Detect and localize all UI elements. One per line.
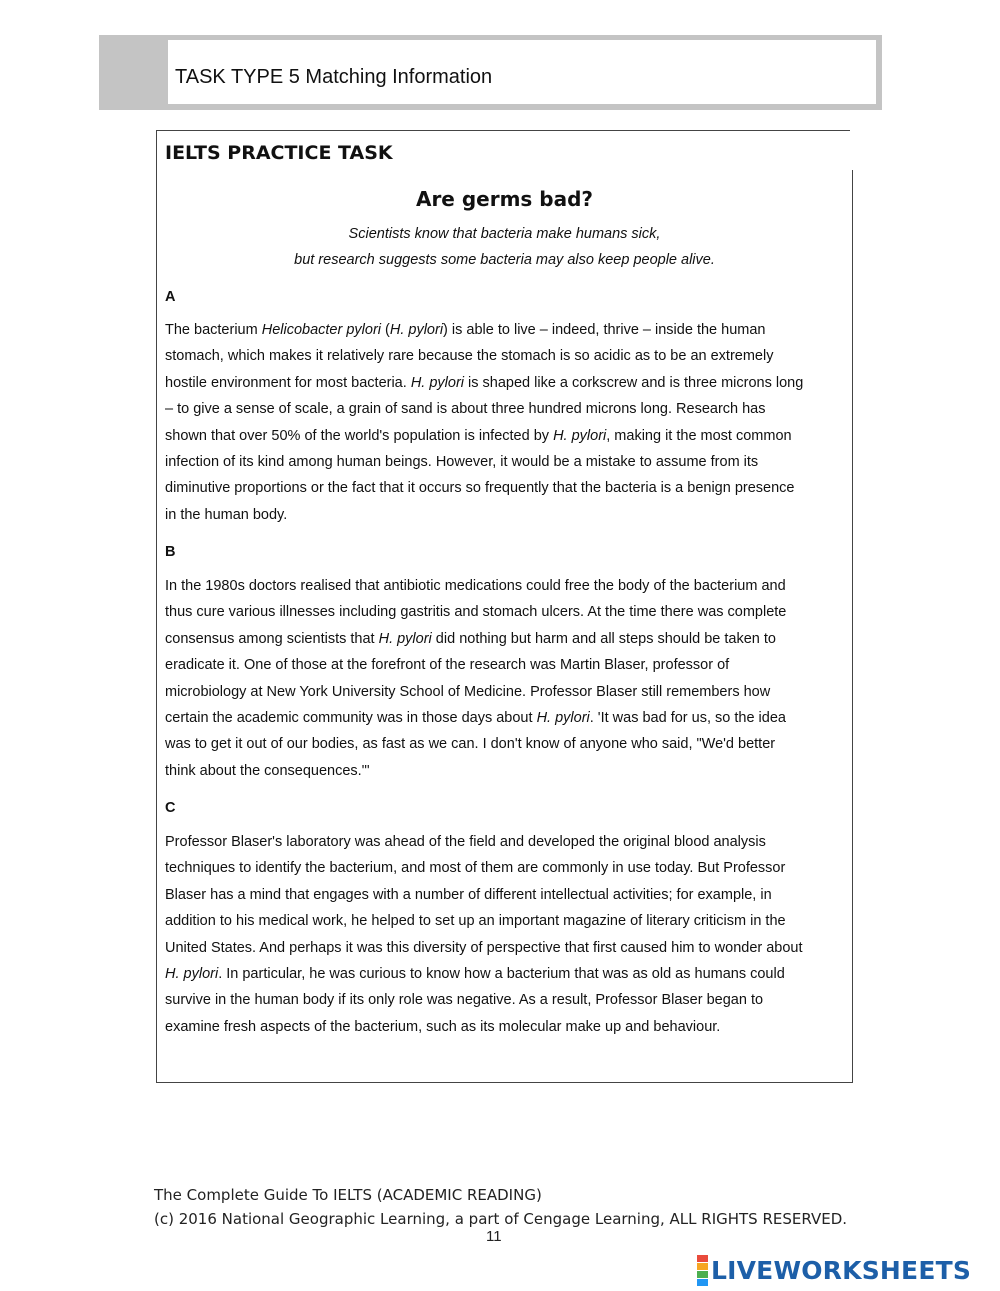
text-run: ) is able to live – indeed, thrive – inside the human xyxy=(443,322,766,338)
text-run: addition to his medical work, he helped to set up an important magazine of literary criticism in the xyxy=(165,913,786,930)
text-run: stomach, which makes it relatively rare because the stomach is so acidic as to be an extremely xyxy=(165,348,774,365)
italic-term: H. pylori xyxy=(553,427,607,444)
footer-credits xyxy=(154,1183,847,1231)
paragraph-line xyxy=(165,731,850,757)
paragraph-line xyxy=(165,855,850,881)
header-title: TASK TYPE 5 Matching Information xyxy=(168,40,876,104)
text-run: certain the academic community was in those days about xyxy=(165,709,537,726)
paragraph-line xyxy=(165,343,850,369)
italic-term: H. pylori xyxy=(165,965,219,982)
header-bar xyxy=(99,35,882,110)
footer-copyright: (c) 2016 National Geographic Learning, a part of Cengage Learning, ALL RIGHTS RESERVED. xyxy=(154,1210,848,1228)
text-run: eradicate it. One of those at the forefront of the research was Martin Blaser, professor of xyxy=(165,657,730,674)
text-run: United States. And perhaps it was this diversity of perspective that first caused him to wonder about xyxy=(165,939,803,956)
section-c-paragraph xyxy=(165,829,850,1040)
text-run: in the human body. xyxy=(165,506,288,523)
text-run: Blaser has a mind that engages with a number of different intellectual activities; for example, in xyxy=(165,886,772,903)
paragraph-line xyxy=(165,370,850,396)
paragraph-line xyxy=(165,908,850,934)
text-run: think about the consequences."' xyxy=(165,762,370,779)
text-run: techniques to identify the bacterium, and most of them are commonly in use today. But Professor xyxy=(165,860,786,877)
text-run: infection of its kind among human beings. However, it would be a mistake to assume from its xyxy=(165,453,759,470)
box-border-gap xyxy=(850,130,853,170)
section-c-letter: C xyxy=(165,800,176,816)
paragraph-line xyxy=(165,758,850,784)
paragraph-line xyxy=(165,829,850,855)
practice-task-box xyxy=(156,130,853,1083)
task-heading: IELTS PRACTICE TASK xyxy=(165,142,393,164)
paragraph-line xyxy=(165,626,850,652)
text-run: , making it the most common xyxy=(606,427,792,444)
paragraph-line xyxy=(165,961,850,987)
section-a-letter: A xyxy=(165,289,176,305)
paragraph-line xyxy=(165,652,850,678)
text-run: did nothing but harm and all steps should be taken to xyxy=(431,630,776,647)
text-run: . 'It was bad for us, so the idea xyxy=(589,709,786,726)
paragraph-line xyxy=(165,599,850,625)
paragraph-line xyxy=(165,502,850,528)
page-number: 11 xyxy=(486,1228,502,1245)
text-run: Professor Blaser's laboratory was ahead of the field and developed the original blood analysis xyxy=(165,834,766,850)
italic-term: H. pylori xyxy=(378,630,432,647)
logo-block xyxy=(697,1279,708,1286)
paragraph-line xyxy=(165,573,850,599)
logo-blocks-icon xyxy=(697,1255,708,1286)
text-run: microbiology at New York University School of Medicine. Professor Blaser still remembers how xyxy=(165,683,771,700)
logo-block xyxy=(697,1271,708,1278)
italic-term: H. pylori xyxy=(389,322,444,338)
italic-term: H. pylori xyxy=(536,709,590,726)
text-run: . In particular, he was curious to know how a bacterium that was as old as humans could xyxy=(218,965,785,982)
paragraph-line xyxy=(165,705,850,731)
paragraph-line xyxy=(165,987,850,1013)
paragraph-line xyxy=(165,396,850,422)
article-title: Are germs bad? xyxy=(415,187,594,211)
paragraph-line xyxy=(165,423,850,449)
text-run: – to give a sense of scale, a grain of sand is about three hundred microns long. Research has xyxy=(165,401,766,418)
text-run: shown that over 50% of the world's population is infected by xyxy=(165,427,554,444)
italic-term: H. pylori xyxy=(410,374,464,391)
text-run: diminutive proportions or the fact that it occurs so frequently that the bacteria is a benign presence xyxy=(165,480,795,497)
italic-term: Helicobacter pylori xyxy=(261,322,381,338)
paragraph-line xyxy=(165,449,850,475)
liveworksheets-logo[interactable] xyxy=(697,1255,971,1285)
logo-block xyxy=(697,1263,708,1270)
logo-block xyxy=(697,1255,708,1262)
text-run: thus cure various illnesses including gastritis and stomach ulcers. At the time there was complete xyxy=(165,604,787,621)
text-run: ( xyxy=(381,322,390,338)
paragraph-line xyxy=(165,475,850,501)
article-subtitle-line-2: but research suggests some bacteria may also keep people alive. xyxy=(294,252,715,268)
brand-name: LIVEWORKSHEETS xyxy=(711,1255,972,1285)
paragraph-line xyxy=(165,679,850,705)
section-b-paragraph xyxy=(165,573,850,784)
paragraph-line xyxy=(165,935,850,961)
text-run: is shaped like a corkscrew and is three microns long xyxy=(464,374,804,391)
text-run: In the 1980s doctors realised that antibiotic medications could free the body of the bacterium and xyxy=(165,578,786,594)
text-run: The bacterium xyxy=(165,322,262,338)
paragraph-line xyxy=(165,1014,850,1040)
text-run: consensus among scientists that xyxy=(165,630,379,647)
text-run: hostile environment for most bacteria. xyxy=(165,374,411,391)
paragraph-line xyxy=(165,882,850,908)
section-b-letter: B xyxy=(165,544,176,560)
text-run: was to get it out of our bodies, as fast as we can. I don't know of anyone who said, "We'd better xyxy=(165,736,776,753)
footer-book-title: The Complete Guide To IELTS (ACADEMIC READING) xyxy=(154,1186,542,1204)
text-run: survive in the human body if its only role was negative. As a result, Professor Blaser began to xyxy=(165,992,764,1009)
article-subtitle-line-1: Scientists know that bacteria make humans sick, xyxy=(348,226,661,242)
section-a-paragraph xyxy=(165,317,850,528)
text-run: examine fresh aspects of the bacterium, such as its molecular make up and behaviour. xyxy=(165,1018,721,1035)
paragraph-line xyxy=(165,317,850,343)
